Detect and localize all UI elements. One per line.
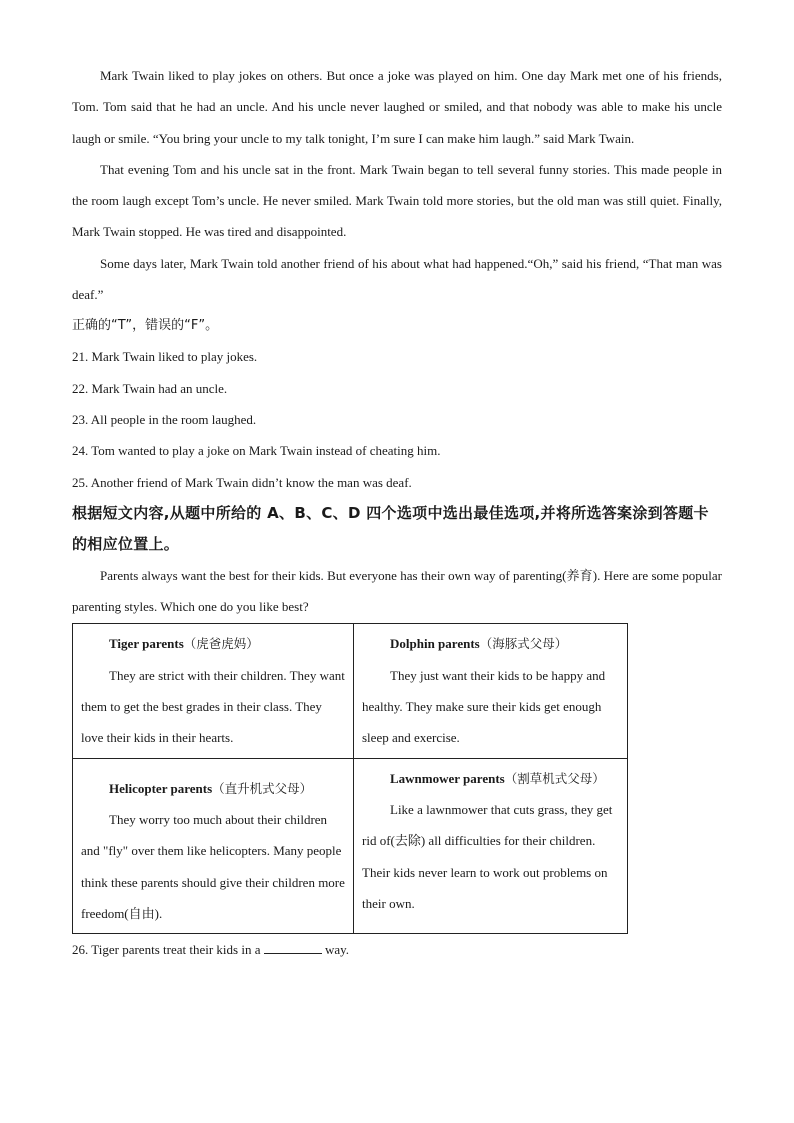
mc-instruction: 根据短文内容,从题中所给的 A、B、C、D 四个选项中选出最佳选项,并将所选答案涂到答题卡的相应位置上。 xyxy=(72,503,709,553)
passage2-intro: Parents always want the best for their kids. But everyone has their own way of parenting(养育). Here are some popular parenting styles. Which one do you like best? xyxy=(72,567,722,615)
passage1-paragraph-1: Mark Twain liked to play jokes on others. But once a joke was played on him. One day Mark met one of his friends, Tom. Tom said that he had an uncle. And his uncle never laughed or smiled, and that nobody was able to make his uncle laugh or smile. “You bring your uncle to my talk tonight, I’m sure I can make him laugh.” said Mark Twain. xyxy=(72,68,722,146)
parenting-styles-table xyxy=(72,623,628,934)
style-text: They worry too much about their children and "fly" over them like helicopters. Many people think these parents should give their children more freedom(自由). xyxy=(81,811,345,921)
style-title: Lawnmower parents（割草机式父母） xyxy=(390,770,605,786)
passage1-paragraph-2: That evening Tom and his uncle sat in the front. Mark Twain began to tell several funny stories. This made people in the room laugh except Tom’s uncle. He never smiled. Mark Twain told more stories, but the old man was still quiet. Finally, Mark Twain stopped. He was tired and disappointed. xyxy=(72,161,722,240)
document-page xyxy=(72,60,722,965)
passage1-paragraph-3: Some days later, Mark Twain told another friend of his about what had happened.“Oh,” said his friend, “That man was deaf.” xyxy=(72,255,722,303)
style-text: They just want their kids to be happy and healthy. They make sure their kids get enough sleep and exercise. xyxy=(362,667,606,746)
style-cell-helicopter xyxy=(73,758,354,933)
style-title: Dolphin parents（海豚式父母） xyxy=(390,636,568,652)
style-text: They are strict with their children. They want them to get the best grades in their class. They love their kids in their hearts. xyxy=(81,667,345,746)
tf-question-21: 21. Mark Twain liked to play jokes. xyxy=(72,349,258,365)
tf-question-24: 24. Tom wanted to play a joke on Mark Twain instead of cheating him. xyxy=(72,443,441,459)
tf-question-23: 23. All people in the room laughed. xyxy=(72,411,257,427)
question-26: 26. Tiger parents treat their kids in a way. xyxy=(72,942,350,958)
tf-question-22: 22. Mark Twain had an uncle. xyxy=(72,380,228,396)
tf-question-25: 25. Another friend of Mark Twain didn’t know the man was deaf. xyxy=(72,474,412,490)
tf-instruction: 正确的“T”，错误的“F”。 xyxy=(72,318,219,334)
style-cell-lawnmower xyxy=(354,758,628,933)
answer-blank[interactable] xyxy=(264,941,322,954)
style-cell-dolphin xyxy=(354,624,628,758)
style-title: Helicopter parents（直升机式父母） xyxy=(109,780,313,796)
style-title: Tiger parents（虎爸虎妈） xyxy=(109,636,259,652)
style-cell-tiger xyxy=(73,624,354,758)
style-text: Like a lawnmower that cuts grass, they get rid of(去除) all difficulties for their children. Their kids never learn to work out problems on their own. xyxy=(362,801,613,911)
